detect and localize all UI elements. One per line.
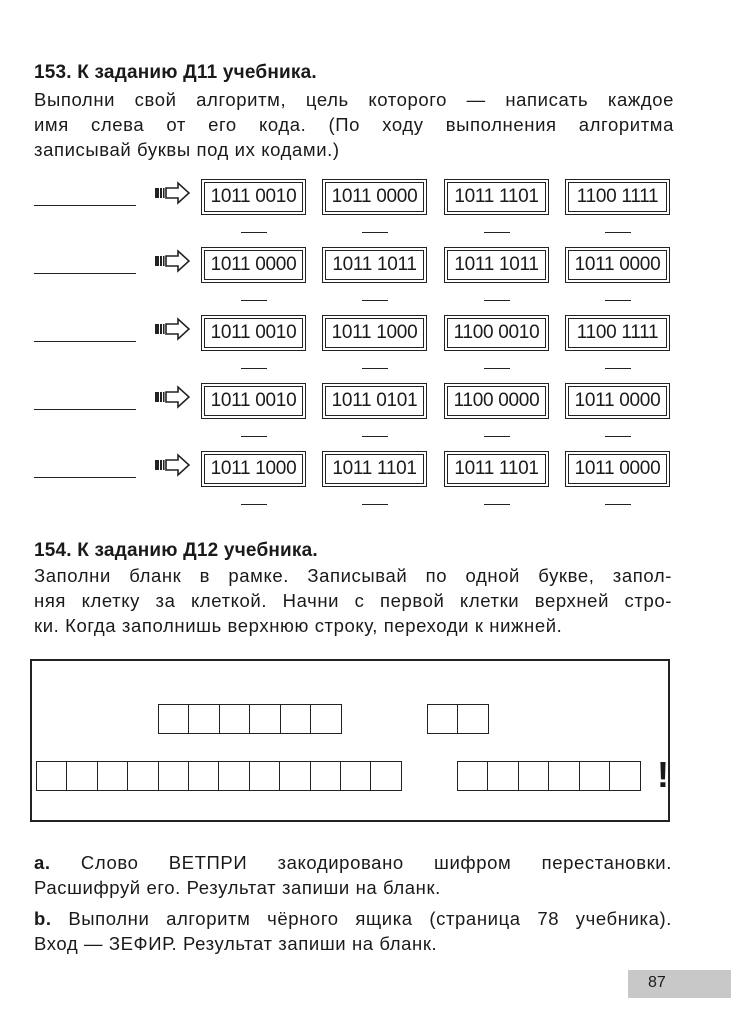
binary-code-box: 1100 0010: [447, 318, 546, 348]
letter-answer-blank[interactable]: [484, 504, 510, 505]
answer-cell[interactable]: [548, 761, 580, 791]
arrow-right-icon: [154, 249, 190, 273]
arrow-right-icon: [154, 317, 190, 341]
binary-code-box: 1011 0000: [325, 182, 424, 212]
binary-code-box: 1100 0000: [447, 386, 546, 416]
answer-cells-top-word-2: [427, 704, 488, 734]
letter-answer-blank[interactable]: [484, 368, 510, 369]
letter-answer-blank[interactable]: [241, 504, 267, 505]
letter-answer-blank[interactable]: [362, 436, 388, 437]
answer-cells-top-word-1: [158, 704, 340, 734]
letter-answer-blank[interactable]: [484, 232, 510, 233]
letter-answer-blank[interactable]: [605, 436, 631, 437]
arrow-right-icon: [154, 453, 190, 477]
letter-answer-blank[interactable]: [241, 436, 267, 437]
name-answer-line[interactable]: [34, 409, 136, 410]
letter-answer-blank[interactable]: [605, 368, 631, 369]
answer-cell[interactable]: [457, 704, 489, 734]
letter-answer-blank[interactable]: [362, 504, 388, 505]
task-b-line2: Вход — ЗЕФИР. Результат запиши на бланк.: [34, 933, 438, 954]
binary-code-box: 1011 0010: [204, 182, 303, 212]
answer-cell[interactable]: [579, 761, 611, 791]
answer-cell[interactable]: [427, 704, 459, 734]
letter-answer-blank[interactable]: [484, 300, 510, 301]
instruction-line: Выполни свой алгоритм, цель которого — написать каждое: [34, 89, 674, 110]
task-a-line2: Расшифруй его. Результат запиши на бланк.: [34, 877, 441, 898]
answer-cell[interactable]: [280, 704, 312, 734]
binary-code-box: 1011 1011: [325, 250, 424, 280]
instruction-line: Заполни бланк в рамке. Записывай по одной букве, запол-: [34, 565, 672, 586]
task-b-label: b.: [34, 908, 52, 929]
name-answer-line[interactable]: [34, 341, 136, 342]
letter-answer-blank[interactable]: [241, 368, 267, 369]
letter-answer-blank[interactable]: [362, 368, 388, 369]
binary-code-box: 1011 1000: [325, 318, 424, 348]
letter-answer-blank[interactable]: [605, 300, 631, 301]
answer-cell[interactable]: [279, 761, 311, 791]
answer-cell[interactable]: [487, 761, 519, 791]
task-b: [34, 906, 672, 956]
binary-code-box: 1100 1111: [568, 182, 667, 212]
page-number: 87: [648, 974, 666, 991]
answer-cells-bottom-word-2: [457, 761, 639, 791]
task-a: [34, 850, 672, 900]
binary-code-box: 1011 1011: [447, 250, 546, 280]
answer-cell[interactable]: [158, 761, 190, 791]
answer-cell[interactable]: [457, 761, 489, 791]
letter-answer-blank[interactable]: [241, 300, 267, 301]
letter-answer-blank[interactable]: [362, 232, 388, 233]
arrow-right-icon: [154, 385, 190, 409]
arrow-right-icon: [154, 181, 190, 205]
answer-cell[interactable]: [518, 761, 550, 791]
answer-cell[interactable]: [158, 704, 190, 734]
answer-cell[interactable]: [188, 761, 220, 791]
answer-cell[interactable]: [310, 761, 342, 791]
binary-code-box: 1011 1101: [447, 182, 546, 212]
instruction-line: няя клетку за клеткой. Начни с первой клетки верхней стро-: [34, 590, 672, 611]
binary-code-box: 1011 0000: [568, 454, 667, 484]
binary-code-box: 1011 1000: [204, 454, 303, 484]
answer-cell[interactable]: [340, 761, 372, 791]
binary-code-box: 1011 1101: [325, 454, 424, 484]
name-answer-line[interactable]: [34, 205, 136, 206]
answer-cell[interactable]: [249, 761, 281, 791]
binary-code-box: 1100 1111: [568, 318, 667, 348]
letter-answer-blank[interactable]: [362, 300, 388, 301]
letter-answer-blank[interactable]: [241, 232, 267, 233]
task-b-line1: Выполни алгоритм чёрного ящика (страница 78 учебника).: [68, 908, 672, 929]
answer-form-frame: [30, 659, 670, 822]
exclamation-mark: !: [657, 754, 669, 795]
letter-answer-blank[interactable]: [605, 504, 631, 505]
letter-answer-blank[interactable]: [484, 436, 510, 437]
exercise-154-title: 154. К заданию Д12 учебника.: [34, 540, 318, 561]
binary-code-box: 1011 0000: [568, 386, 667, 416]
task-a-line1: Слово ВЕТПРИ закодировано шифром перестановки.: [80, 852, 672, 873]
name-answer-line[interactable]: [34, 273, 136, 274]
name-answer-line[interactable]: [34, 477, 136, 478]
letter-answer-blank[interactable]: [605, 232, 631, 233]
answer-cell[interactable]: [127, 761, 159, 791]
exercise-153-title: 153. К заданию Д11 учебника.: [34, 62, 317, 83]
answer-cell[interactable]: [370, 761, 402, 791]
instruction-line: имя слева от его кода. (По ходу выполнения алгоритма: [34, 114, 674, 135]
binary-code-box: 1011 0010: [204, 318, 303, 348]
task-a-label: a.: [34, 852, 51, 873]
answer-cells-bottom-word-1: [36, 761, 401, 791]
answer-cell[interactable]: [609, 761, 641, 791]
answer-cell[interactable]: [97, 761, 129, 791]
binary-code-box: 1011 0101: [325, 386, 424, 416]
answer-cell[interactable]: [249, 704, 281, 734]
binary-code-box: 1011 0010: [204, 386, 303, 416]
page-number-bar: [628, 970, 731, 998]
instruction-line: ки. Когда заполнишь верхнюю строку, переходи к нижней.: [34, 615, 563, 636]
binary-code-box: 1011 0000: [204, 250, 303, 280]
answer-cell[interactable]: [310, 704, 342, 734]
exercise-153-instructions: [34, 87, 674, 162]
answer-cell[interactable]: [219, 704, 251, 734]
answer-cell[interactable]: [218, 761, 250, 791]
instruction-line: записывай буквы под их кодами.): [34, 139, 340, 160]
answer-cell[interactable]: [188, 704, 220, 734]
answer-cell[interactable]: [66, 761, 98, 791]
binary-code-box: 1011 1101: [447, 454, 546, 484]
answer-cell[interactable]: [36, 761, 68, 791]
exercise-154-instructions: [34, 563, 672, 638]
binary-code-box: 1011 0000: [568, 250, 667, 280]
